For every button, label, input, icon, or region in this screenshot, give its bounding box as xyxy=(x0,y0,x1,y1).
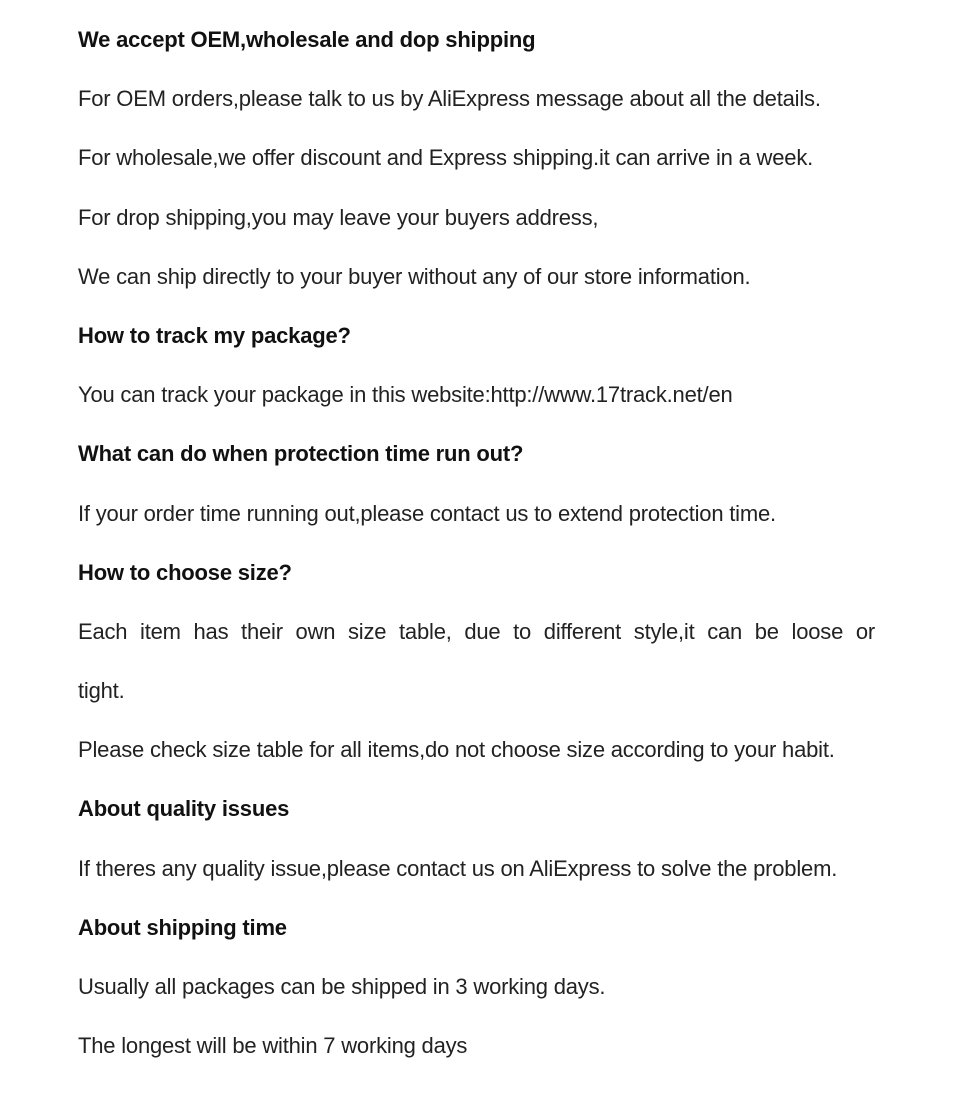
heading-oem-wholesale-dropshipping: We accept OEM,wholesale and dop shipping xyxy=(78,27,536,52)
heading-track-package: How to track my package? xyxy=(78,322,351,348)
para-size-table-line2: tight. xyxy=(78,678,125,704)
para-longest-7-days: The longest will be within 7 working days xyxy=(78,1033,468,1059)
heading-quality-issues: About quality issues xyxy=(78,796,290,822)
para-dropshipping-address: For drop shipping,you may leave your buyers address, xyxy=(78,204,599,230)
para-check-size-table: Please check size table for all items,do not choose size according to your habit. xyxy=(78,737,835,763)
para-extend-protection: If your order time running out,please contact us to extend protection time. xyxy=(78,500,776,526)
para-size-table-line1: Each item has their own size table, due to different style,it can be loose or xyxy=(78,618,875,644)
para-quality-contact: If theres any quality issue,please contact us on AliExpress to solve the problem. xyxy=(78,855,838,881)
para-tracking-website: You can track your package in this website:http://www.17track.net/en xyxy=(78,382,733,408)
para-shipped-3-days: Usually all packages can be shipped in 3 working days. xyxy=(78,974,606,999)
heading-protection-time: What can do when protection time run out? xyxy=(78,441,524,467)
heading-choose-size: How to choose size? xyxy=(78,559,292,585)
heading-shipping-time: About shipping time xyxy=(78,914,287,940)
para-oem-orders: For OEM orders,please talk to us by AliExpress message about all the details. xyxy=(78,86,821,112)
para-wholesale-discount: For wholesale,we offer discount and Express shipping.it can arrive in a week. xyxy=(78,145,814,171)
para-ship-directly: We can ship directly to your buyer without any of our store information. xyxy=(78,263,751,289)
